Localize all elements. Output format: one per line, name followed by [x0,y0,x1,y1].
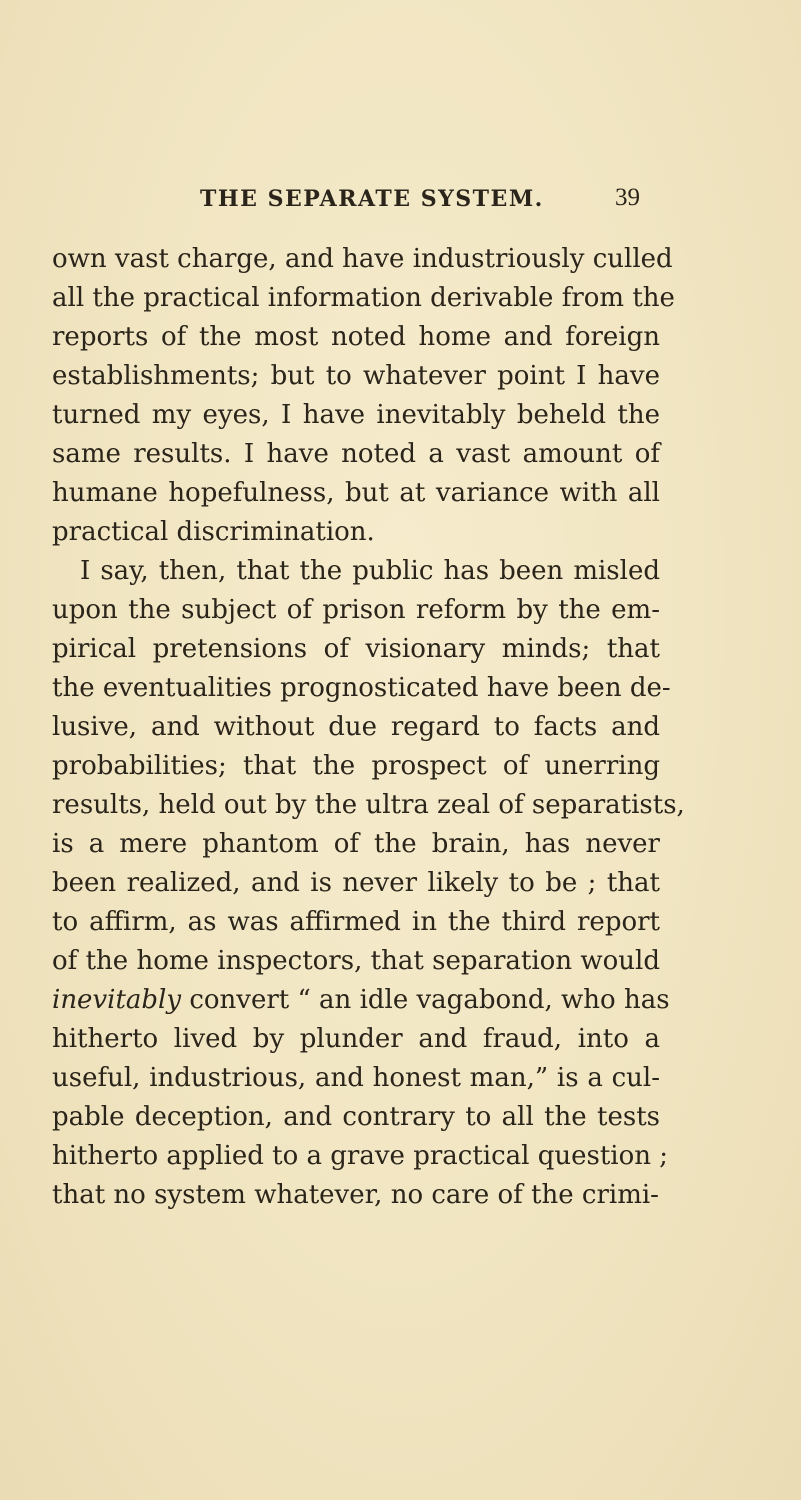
page-number: 39 [615,184,640,211]
text-line: to affirm, as was affirmed in the third report [52,907,660,937]
text-line: all the practical information derivable from the [52,283,675,313]
text-line: hitherto lived by plunder and fraud, into a [52,1024,660,1054]
text-line: pirical pretensions of visionary minds; that [52,634,660,664]
text-line: useful, industrious, and honest man,” is a cul- [52,1063,660,1093]
text-line: establishments; but to whatever point I have [52,361,660,391]
text-line: practical discrimination. [52,517,375,547]
text-line: same results. I have noted a vast amount of [52,439,660,469]
running-title: THE SEPARATE SYSTEM. [200,186,544,212]
text-line: that no system whatever, no care of the crimi- [52,1180,659,1210]
italic-word: inevitably [52,985,182,1015]
text-line: of the home inspectors, that separation would [52,946,660,976]
text-line: reports of the most noted home and foreign [52,322,660,352]
text-line: hitherto applied to a grave practical question ; [52,1141,669,1171]
text-line: humane hopefulness, but at variance with all [52,478,660,508]
text-line: is a mere phantom of the brain, has never [52,829,660,859]
text-line: upon the subject of prison reform by the em- [52,595,660,625]
text-line-remainder: convert “ an idle vagabond, who has [181,985,670,1015]
text-line: turned my eyes, I have inevitably beheld the [52,400,660,430]
text-line: I say, then, that the public has been misled [80,556,660,586]
text-line-with-italic [52,981,670,1020]
text-line: been realized, and is never likely to be ; that [52,868,660,898]
text-line: own vast charge, and have industriously culled [52,244,673,274]
running-head [0,186,801,222]
text-line: results, held out by the ultra zeal of separatists, [52,790,685,820]
text-line: the eventualities prognosticated have been de- [52,673,671,703]
text-line: probabilities; that the prospect of unerring [52,751,660,781]
body-text [52,240,685,1215]
text-line: pable deception, and contrary to all the tests [52,1102,660,1132]
text-line: lusive, and without due regard to facts and [52,712,660,742]
